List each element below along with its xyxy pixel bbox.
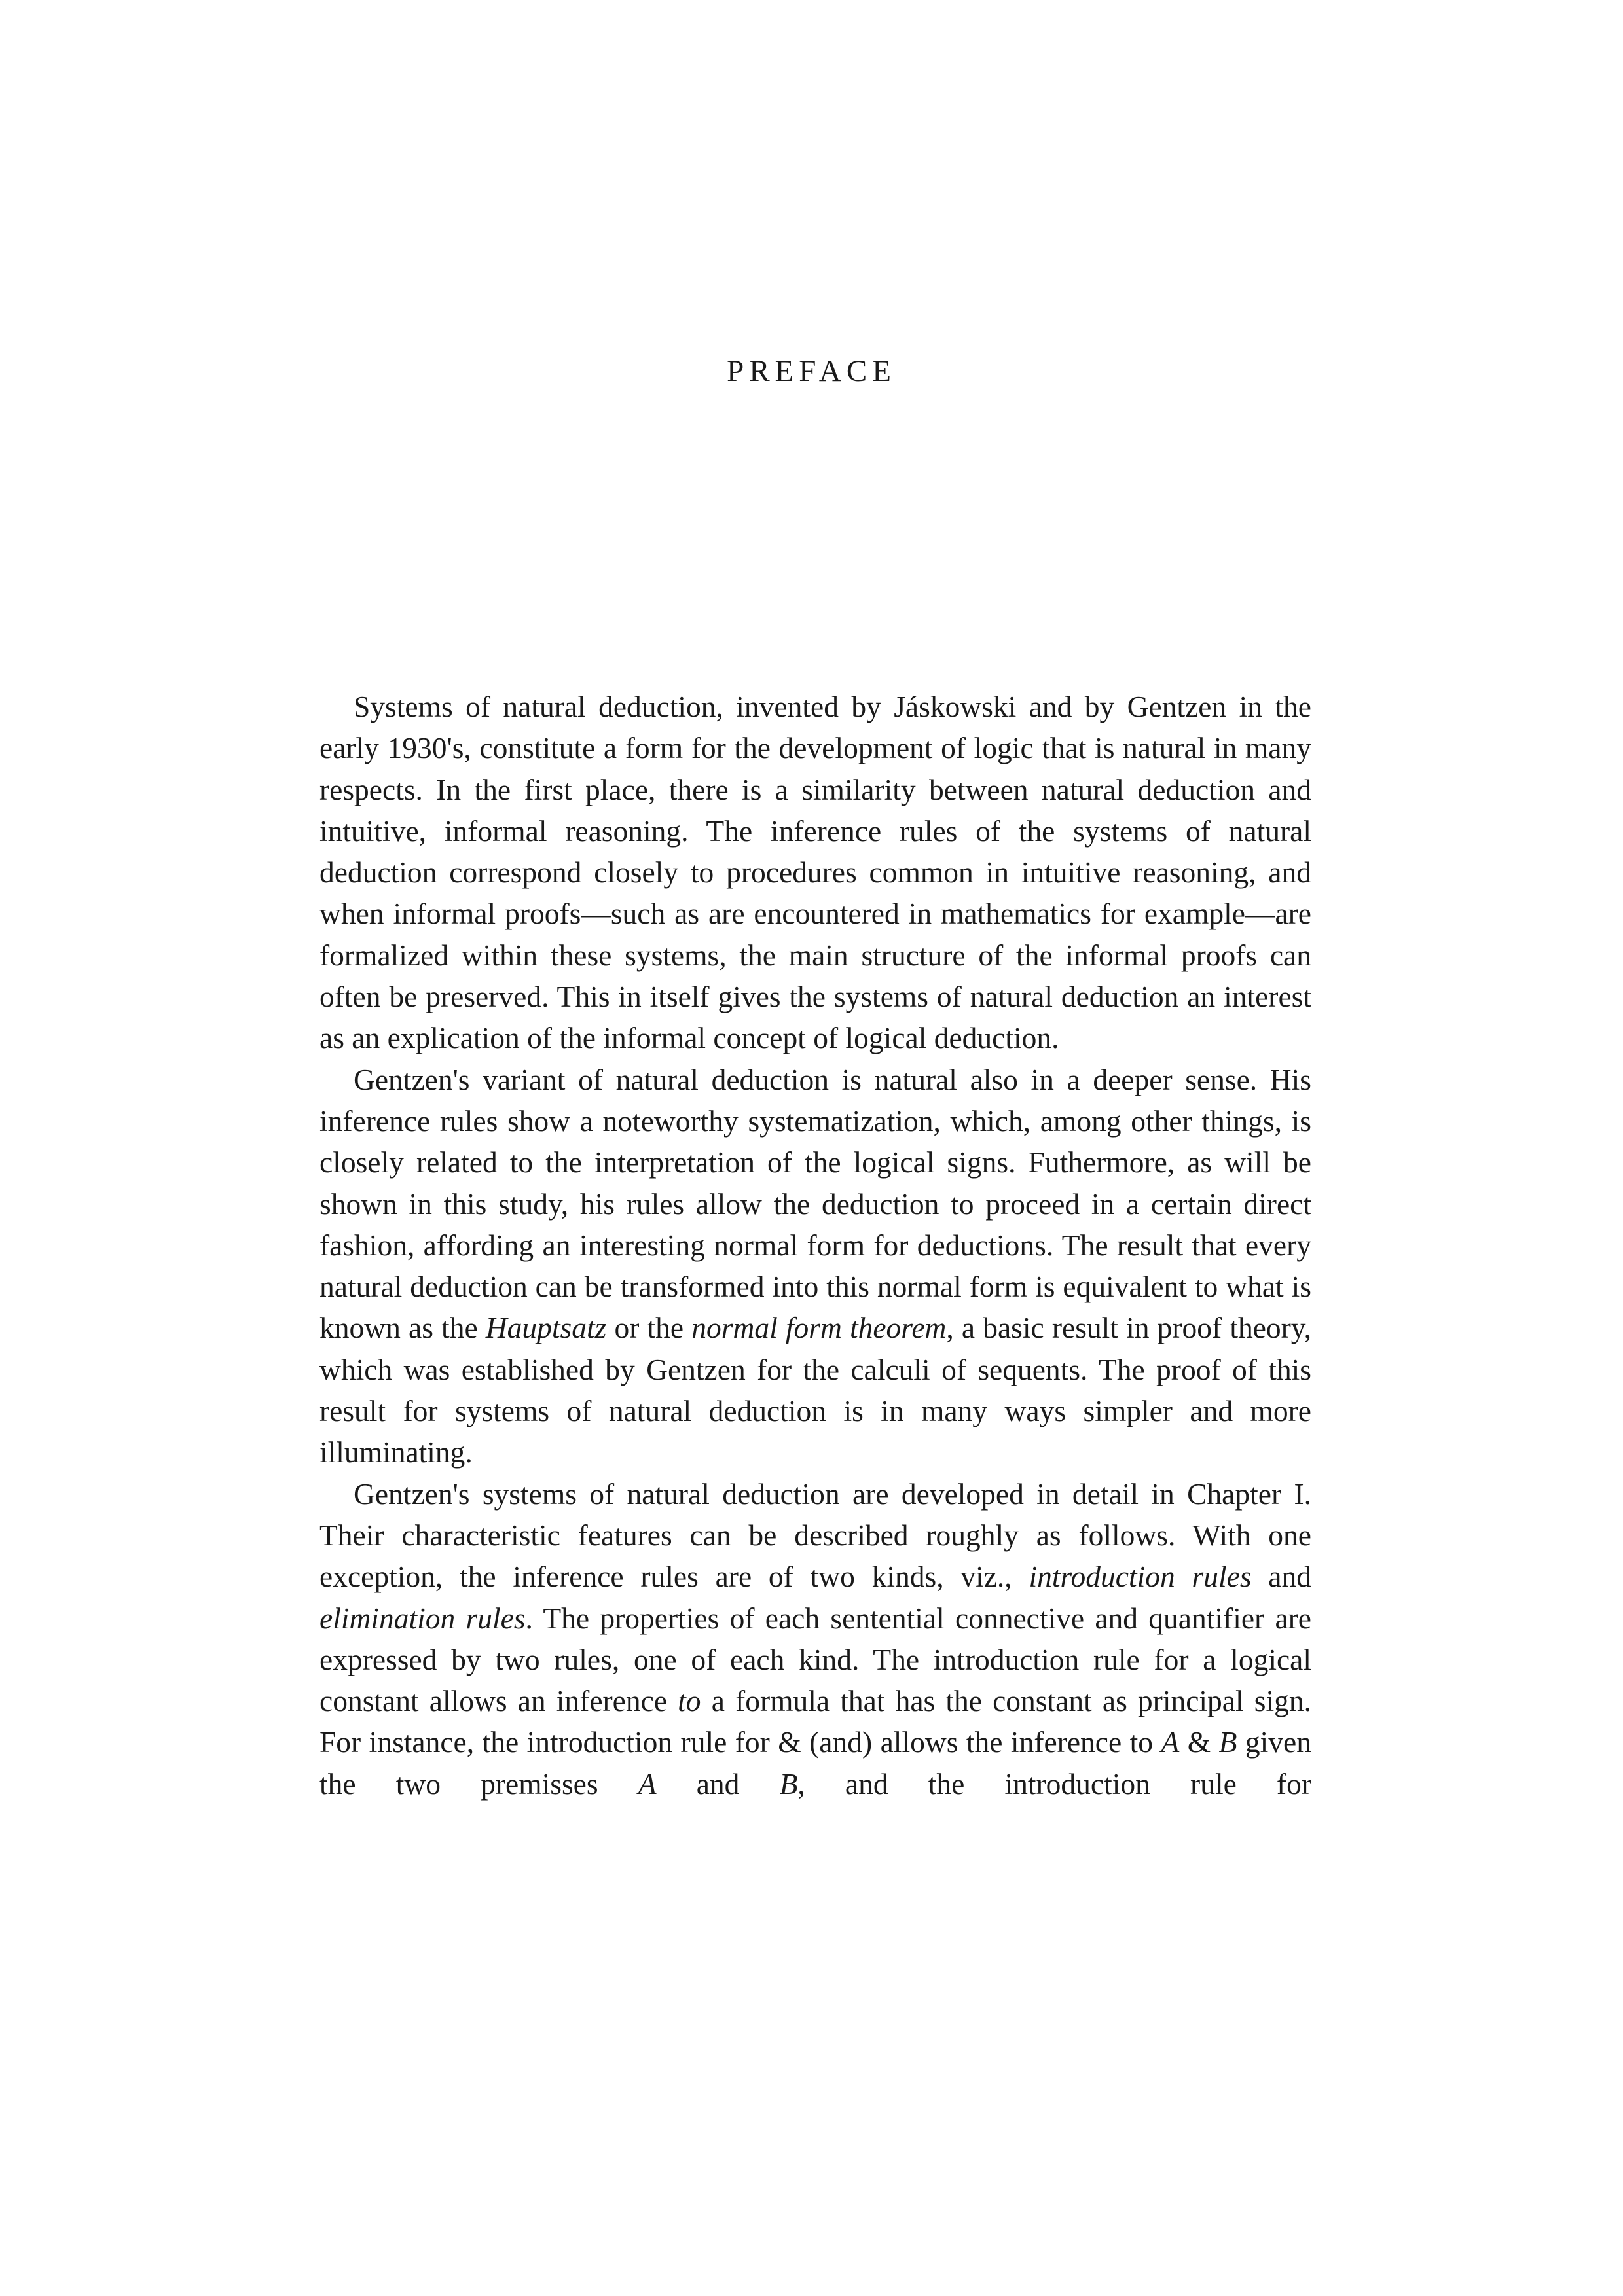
term-normal-form-theorem: normal form theorem xyxy=(691,1311,947,1345)
term-elimination-rules: elimination rules xyxy=(319,1601,526,1635)
formula-var-a: A xyxy=(1161,1725,1180,1759)
page-title: PREFACE xyxy=(727,354,896,388)
paragraph-2 xyxy=(319,1059,1311,1473)
term-to: to xyxy=(678,1684,701,1718)
text-segment: and xyxy=(656,1767,780,1801)
text-segment: and xyxy=(1251,1560,1311,1594)
text-segment: Systems of natural deduction, invented by Jáskowski and by Gentzen in the early 1930's, constitute a form for the development of logic that is natural in many respects. In the first place, there is a similarity between natural deduction and intuitive, informal reasoning. The inference rules of the systems of natural deduction correspond closely to procedures common in intuitive reasoning, and when informal proofs—such as are encountered in mathematics for example—are formalized within these systems, the main structure of the informal proofs can often be preserved. This in itself gives the systems of natural deduction an interest as an explication of the informal concept of logical deduction. xyxy=(319,690,1311,1055)
text-segment: a formula that has the constant as principal sign. For instance, the introduction rule for & (and) allows the inference to xyxy=(319,1684,1311,1759)
text-segment: & xyxy=(1179,1725,1219,1759)
text-segment: Gentzen's systems of natural deduction are developed in detail in Chapter I. Their characteristic features can be described roughly as follows. With one exception, the inference rules are of two kinds, viz., xyxy=(319,1477,1311,1594)
term-introduction-rules: introduction rules xyxy=(1029,1560,1252,1594)
text-segment: . The properties of each sentential connective and quantifier are expressed by two rules, one of each kind. The introduction rule for a logical constant allows an inference xyxy=(319,1601,1311,1718)
text-segment: given the two premisses xyxy=(319,1725,1311,1801)
paragraph-3 xyxy=(319,1473,1311,1804)
text-segment: , and the introduction rule for xyxy=(797,1767,1311,1801)
term-hauptsatz: Hauptsatz xyxy=(485,1311,607,1345)
text-segment: or the xyxy=(606,1311,692,1345)
body-text xyxy=(319,686,1311,1804)
formula-var-b: B xyxy=(1218,1725,1237,1759)
formula-var-b: B xyxy=(779,1767,798,1801)
paragraph-1 xyxy=(319,686,1311,1059)
text-segment: Gentzen's variant of natural deduction is natural also in a deeper sense. His inference rules show a noteworthy systematization, which, among other things, is closely related to the interpretation of the logical signs. Futhermore, as will be shown in this study, his rules allow the deduction to proceed in a certain direct fashion, affording an interesting normal form for deductions. The result that every natural deduction can be transformed into this normal form is equivalent to what is known as the xyxy=(319,1062,1311,1345)
formula-var-a: A xyxy=(638,1767,657,1801)
text-segment: , a basic result in proof theory, which was established by Gentzen for the calculi of sequents. The proof of this result for systems of natural deduction is in many ways simpler and more illuminating. xyxy=(319,1311,1311,1469)
